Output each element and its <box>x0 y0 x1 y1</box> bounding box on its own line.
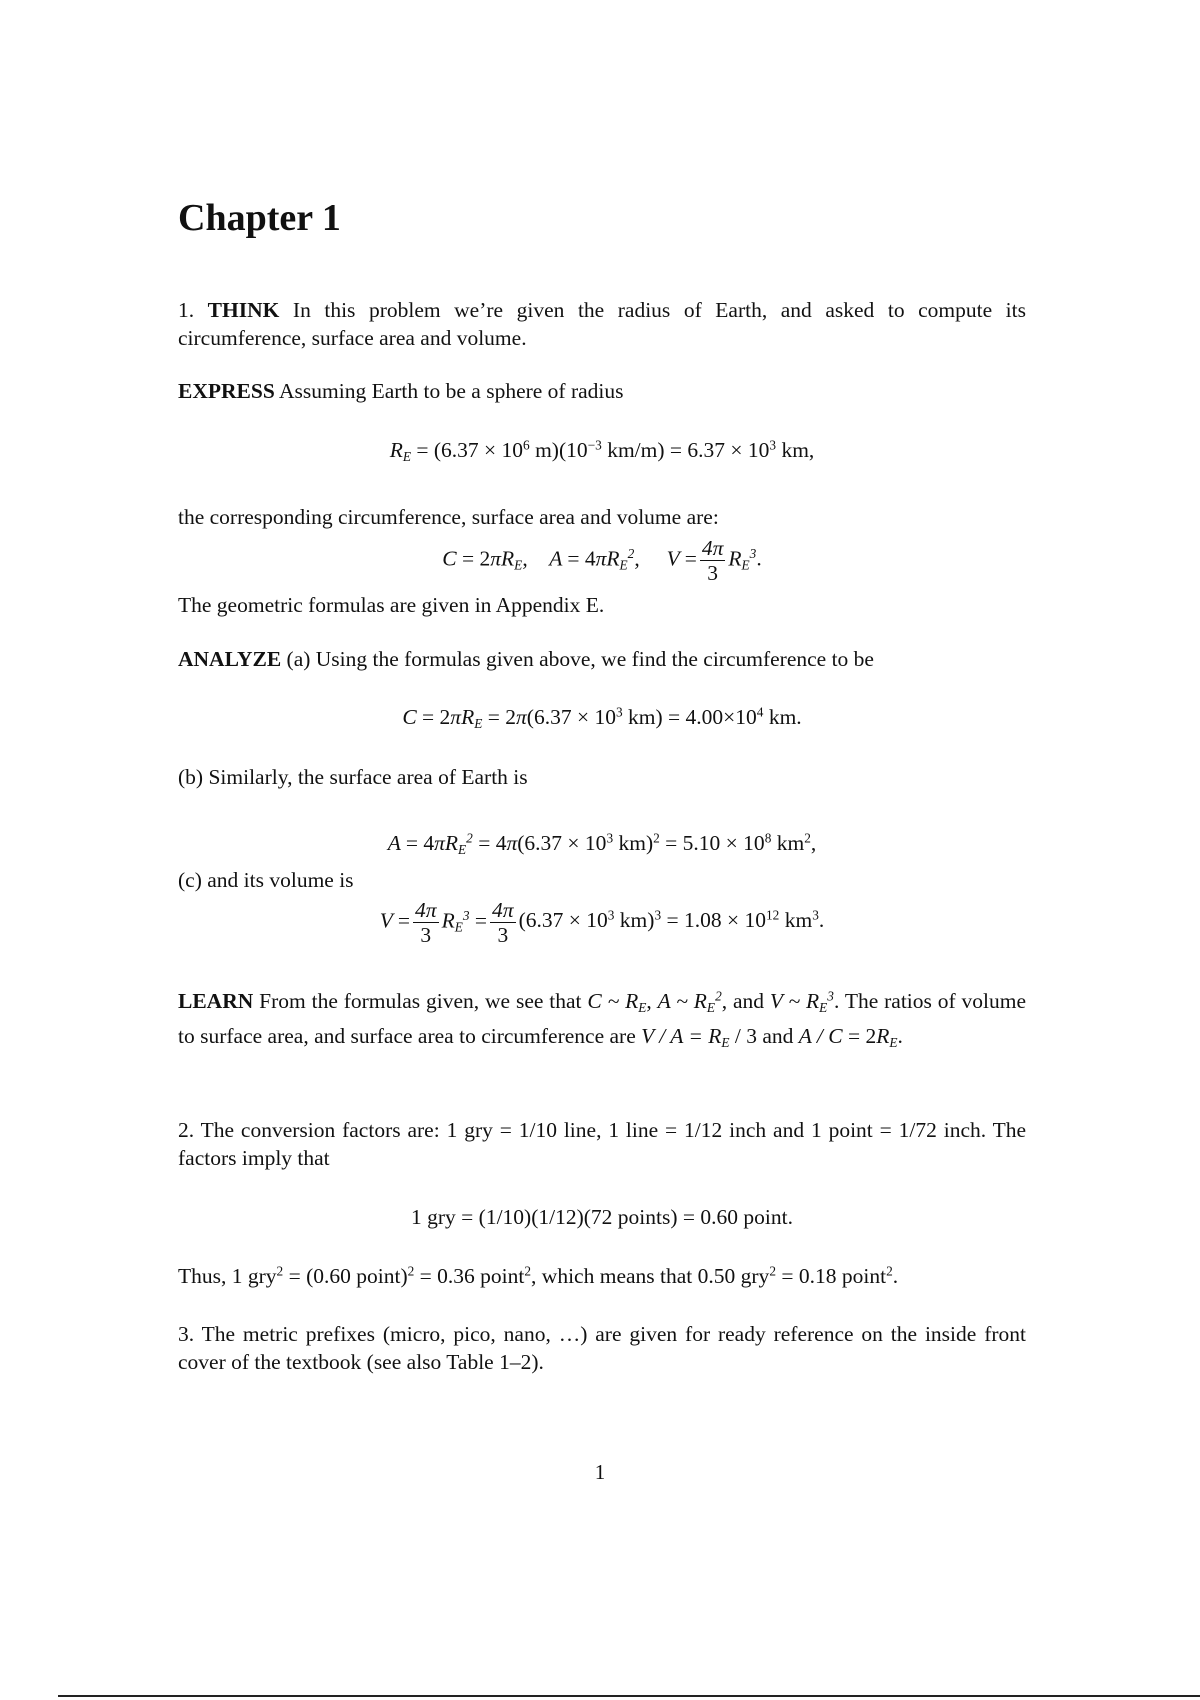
p2-text-b: and 1 point = 1/72 inch. The factors imply that <box>178 1118 1027 1170</box>
gry-equation: 1 gry = (1/10)(1/12)(72 points) = 0.60 point. <box>411 1205 793 1229</box>
learn-text-a: From the formulas given, we see that <box>259 989 582 1013</box>
formula-equations: $C = 2\pi R_E$, $A = 4\pi R_E^2$, V = $\frac{4\pi}{3}$ $R_E^3$. <box>442 536 762 585</box>
surface-area-equation: $A = 4\pi R_E^2 = 4\pi(6.37 \times 10^3$ $km)^2 = 5.10 \times 10^8$ $km^2$, <box>387 830 817 857</box>
learn-paragraph: LEARN From the formulas given, we see that C ~ $R_E$, A ~ $R_E^2$, and V ~ $R_E^3$. The ratios of volume to surface area, and surface area to circumference are $V / A = R_E / 3$ and $A / C = 2R_E$. <box>178 988 1027 1050</box>
express-paragraph <box>178 377 1026 405</box>
analyze-paragraph <box>178 645 1026 673</box>
appendix-note: The geometric formulas are given in Appendix E. <box>178 593 605 617</box>
page-number: 1 <box>594 1460 606 1484</box>
thus-word: Thus, <box>178 1264 227 1288</box>
circumference-equation: $C = 2\pi R_E = 2\pi(6.37 \times 10^3$ $km) = 4.00\times 10^4$ km. <box>402 704 802 731</box>
problem-number: 1. <box>178 298 195 322</box>
learn-text-b: . The ratios of volume to surface area, and surface area to circumference are <box>178 989 1027 1048</box>
p2-text-a: 2. The conversion factors are: <box>178 1118 440 1142</box>
p2-factor-2: 1 line = 1/12 inch <box>608 1118 767 1142</box>
learn-label: LEARN <box>178 989 254 1013</box>
express-text: Assuming Earth to be a sphere of radius <box>279 379 624 403</box>
problem-2-paragraph: 2. The conversion factors are: 1 gry = 1/10 line, 1 line = 1/12 inch and 1 point = 1/72 inch. The factors imply that <box>178 1118 1027 1170</box>
analyze-b-text: (b) Similarly, the surface area of Earth is <box>178 765 528 789</box>
gry-squared-paragraph: Thus, 1 gry$^2$ = (0.60 point)$^2$ = 0.36 point$^2$, which means that 0.50 gry$^2$ = 0.18 point$^2$. <box>178 1263 899 1288</box>
express-after-text: the corresponding circumference, surface area and volume are: <box>178 505 719 529</box>
learn-and: and <box>762 1024 794 1048</box>
problem-3-paragraph: 3. The metric prefixes (micro, pico, nano, …) are given for ready reference on the inside front cover of the textbook (see also Table 1–2). <box>178 1322 1026 1374</box>
analyze-c-text: (c) and its volume is <box>178 868 354 892</box>
think-paragraph <box>178 296 1026 352</box>
radius-equation: $R_E = (6.37 \times 10^6$ $m)(10^{-3}$ $km/m) = 6.37 \times 10^3$ km, <box>389 437 815 464</box>
chapter-title: Chapter 1 <box>178 197 341 239</box>
analyze-label: ANALYZE <box>178 647 282 671</box>
p2-factor-1: 1 gry = 1/10 line <box>446 1118 597 1142</box>
think-text: In this problem we’re given the radius of Earth, and asked to compute its circumference, surface area and volume. <box>178 298 1026 350</box>
volume-equation: V = $\frac{4\pi}{3}$ $R_E^3$ = $\frac{4\pi}{3}$ ($6.37 \times 10^3$ $km)^3 = 1.08 \times 10^{12}$ $km^3$. <box>379 898 825 947</box>
which-text: , which means that <box>531 1264 693 1288</box>
express-label: EXPRESS <box>178 379 275 403</box>
footer-rule <box>58 1695 1200 1697</box>
think-label: THINK <box>207 298 280 322</box>
analyze-text: (a) Using the formulas given above, we find the circumference to be <box>286 647 874 671</box>
